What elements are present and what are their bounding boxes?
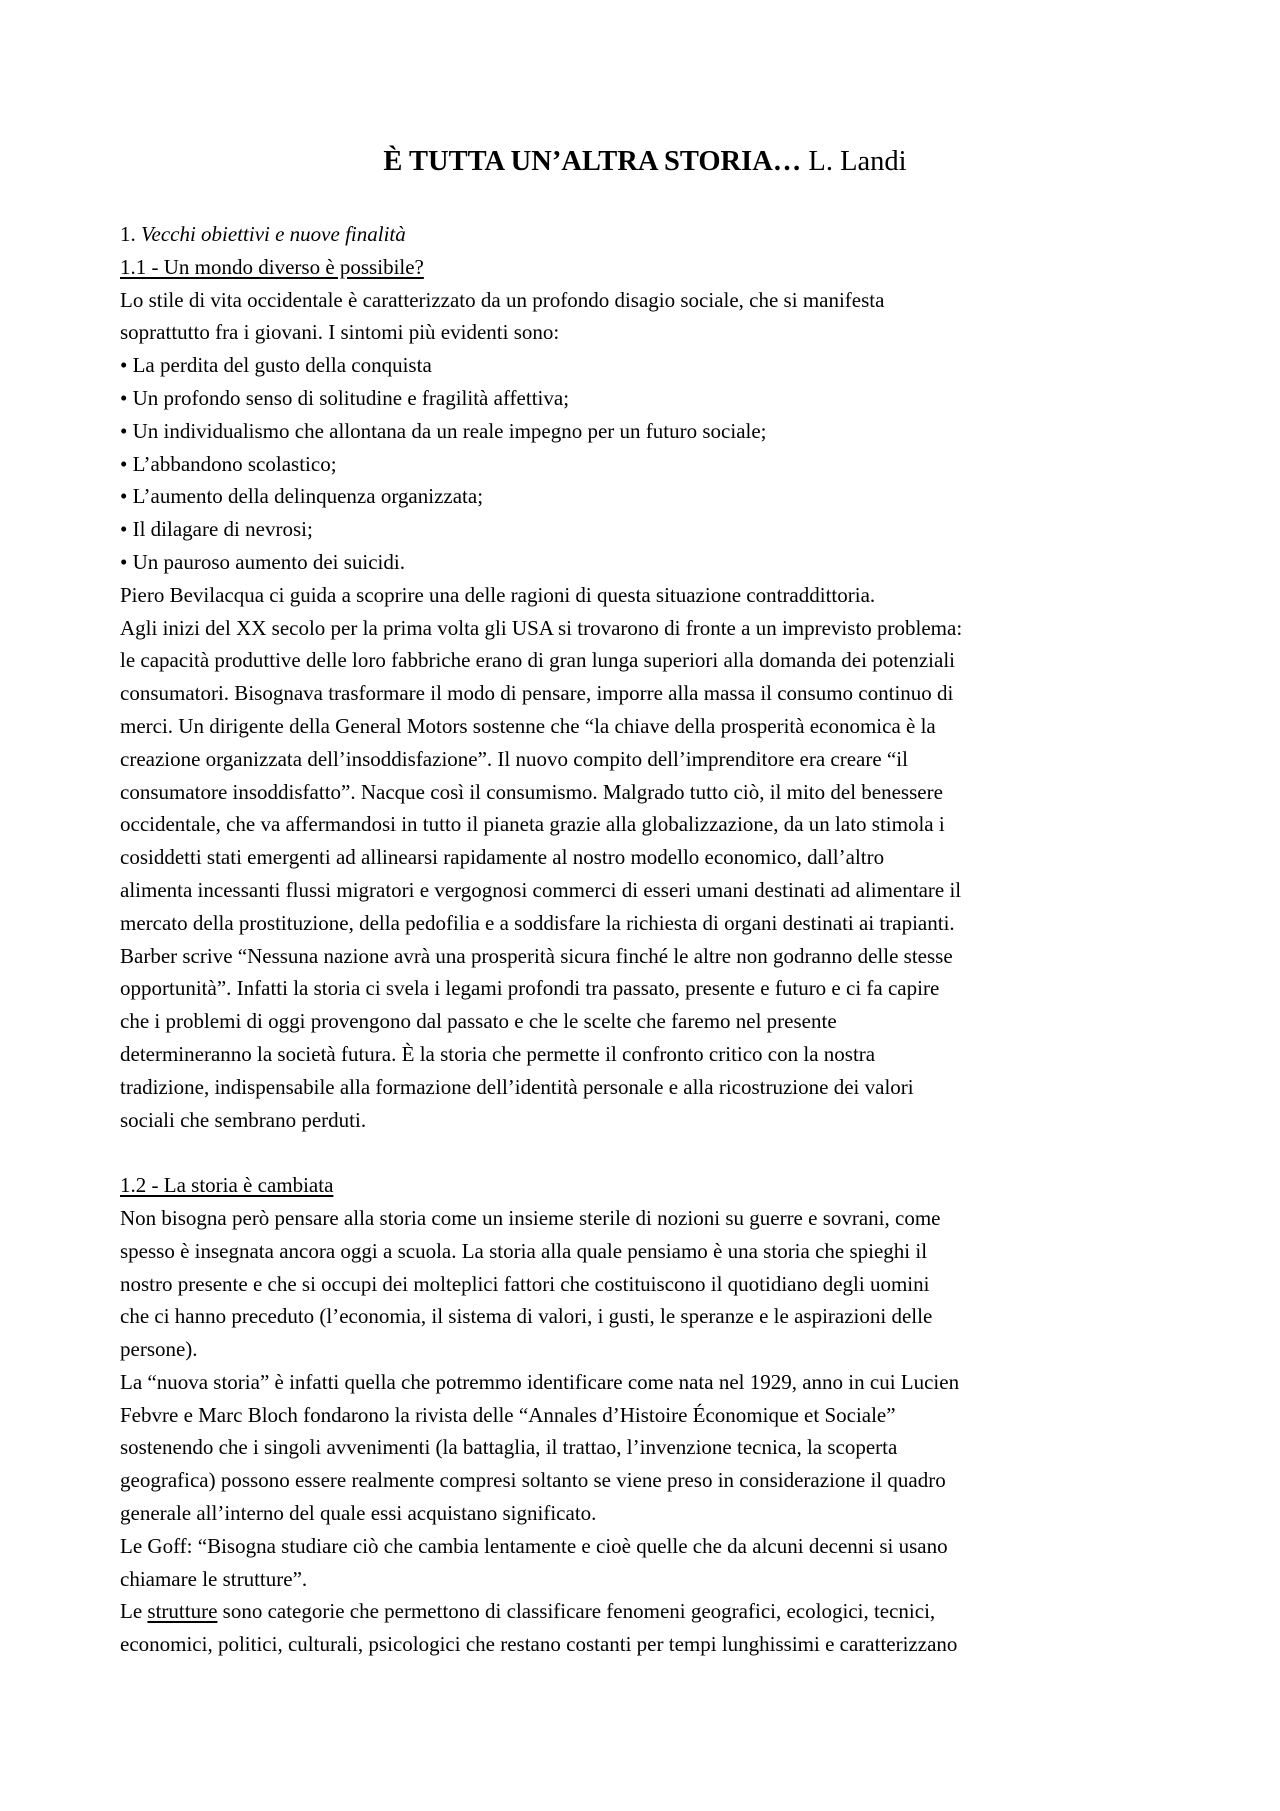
title-author: L. Landi: [801, 146, 907, 177]
text-line: che i problemi di oggi provengono dal passato e che le scelte che faremo nel presente: [120, 1009, 837, 1034]
text-line: che ci hanno preceduto (l’economia, il sistema di valori, i gusti, le speranze e le aspirazioni delle: [120, 1304, 933, 1329]
symptoms-list: [120, 349, 1170, 579]
subsection-1-1-heading: [120, 251, 1170, 284]
paragraph-spacer: [120, 1136, 1170, 1169]
section-1-title: Vecchi obiettivi e nuove finalità: [141, 222, 406, 246]
text-fragment: sono categorie che permettono di classificare fenomeni geografici, ecologici, tecnici,: [217, 1599, 936, 1624]
text-line: Le Goff: “Bisogna studiare ciò che cambia lentamente e cioè quelle che da alcuni decenni si usano: [120, 1533, 948, 1558]
list-item: • Un individualismo che allontana da un reale impegno per un futuro sociale;: [120, 418, 767, 443]
text-line: creazione organizzata dell’insoddisfazione”. Il nuovo compito dell’imprenditore era creare “il: [120, 746, 908, 771]
text-line: geografica) possono essere realmente compresi soltanto se viene preso in considerazione il quadro: [120, 1468, 946, 1493]
text-line: economici, politici, culturali, psicologici che restano costanti per tempi lunghissimi e caratterizzano: [120, 1632, 958, 1657]
text-line: generale all’interno del quale essi acquistano significato.: [120, 1501, 597, 1526]
text-line: La “nuova storia” è infatti quella che potremmo identificare come nata nel 1929, anno in cui Lucien: [120, 1369, 960, 1394]
text-line: tradizione, indispensabile alla formazione dell’identità personale e alla ricostruzione dei valori: [120, 1074, 914, 1099]
text-line: soprattutto fra i giovani. I sintomi più evidenti sono:: [120, 320, 560, 345]
document-content: [120, 142, 1170, 1661]
subsection-1-2-body: [120, 1202, 1170, 1661]
text-line: mercato della prostituzione, della pedofilia e a soddisfare la richiesta di organi destinati ai trapianti.: [120, 910, 955, 935]
text-line: sostenendo che i singoli avvenimenti (la battaglia, il trattao, l’invenzione tecnica, la scoperta: [120, 1435, 898, 1460]
text-line: sociali che sembrano perduti.: [120, 1107, 367, 1132]
text-line: Barber scrive “Nessuna nazione avrà una prosperità sicura finché le altre non godranno delle stesse: [120, 943, 953, 968]
text-line: Piero Bevilacqua ci guida a scoprire una delle ragioni di questa situazione contraddittoria.: [120, 582, 876, 607]
text-line: consumatori. Bisognava trasformare il modo di pensare, imporre alla massa il consumo continuo di: [120, 681, 954, 706]
list-item: • Il dilagare di nevrosi;: [120, 517, 313, 542]
text-line: spesso è insegnata ancora oggi a scuola. La storia alla quale pensiamo è una storia che spieghi il: [120, 1238, 928, 1263]
underlined-term: strutture: [147, 1599, 218, 1624]
text-line: merci. Un dirigente della General Motors sostenne che “la chiave della prosperità economica è la: [120, 713, 936, 738]
section-1-number: 1.: [120, 222, 141, 246]
text-line: Febvre e Marc Bloch fondarono la rivista delle “Annales d’Histoire Économique et Sociale”: [120, 1402, 896, 1427]
list-item: • Un pauroso aumento dei suicidi.: [120, 549, 405, 574]
text-line: alimenta incessanti flussi migratori e vergognosi commerci di esseri umani destinati ad alimentare il: [120, 877, 962, 902]
title-main: È TUTTA UN’ALTRA STORIA…: [383, 146, 802, 177]
subsection-1-1-title: 1.1 - Un mondo diverso è possibile?: [120, 254, 424, 279]
text-line: consumatore insoddisfatto”. Nacque così il consumismo. Malgrado tutto ciò, il mito del benessere: [120, 779, 943, 804]
text-line: persone).: [120, 1337, 198, 1362]
text-line: Agli inizi del XX secolo per la prima volta gli USA si trovarono di fronte a un imprevisto problema:: [120, 615, 963, 640]
text-line: opportunità”. Infatti la storia ci svela i legami profondi tra passato, presente e futuro e ci fa capire: [120, 976, 940, 1001]
list-item: • L’abbandono scolastico;: [120, 451, 337, 476]
subsection-1-2-title: 1.2 - La storia è cambiata: [120, 1173, 334, 1198]
list-item: • La perdita del gusto della conquista: [120, 353, 432, 378]
text-line: occidentale, che va affermandosi in tutto il pianeta grazie alla globalizzazione, da un lato stimola i: [120, 812, 945, 837]
subsection-1-2-heading: [120, 1169, 1170, 1202]
document-title: [120, 142, 1170, 182]
text-line: cosiddetti stati emergenti ad allinearsi rapidamente al nostro modello economico, dall’altro: [120, 845, 885, 870]
text-line: chiamare le strutture”.: [120, 1566, 308, 1591]
text-line: le capacità produttive delle loro fabbriche erano di gran lunga superiori alla domanda dei potenziali: [120, 648, 955, 673]
list-item: • L’aumento della delinquenza organizzata;: [120, 484, 484, 509]
subsection-1-1-body: [120, 579, 1170, 1137]
text-line: nostro presente e che si occupi dei molteplici fattori che costituiscono il quotidiano degli uomini: [120, 1271, 930, 1296]
text-line: Lo stile di vita occidentale è caratterizzato da un profondo disagio sociale, che si manifesta: [120, 287, 885, 312]
section-1-heading: [120, 218, 1170, 251]
text-line: Non bisogna però pensare alla storia come un insieme sterile di nozioni su guerre e sovrani, come: [120, 1205, 941, 1230]
text-line: [120, 1595, 1170, 1628]
subsection-1-1-intro: [120, 284, 1170, 350]
text-line: determineranno la società futura. È la storia che permette il confronto critico con la nostra: [120, 1041, 876, 1066]
text-fragment: Le: [120, 1599, 148, 1624]
list-item: • Un profondo senso di solitudine e fragilità affettiva;: [120, 385, 570, 410]
